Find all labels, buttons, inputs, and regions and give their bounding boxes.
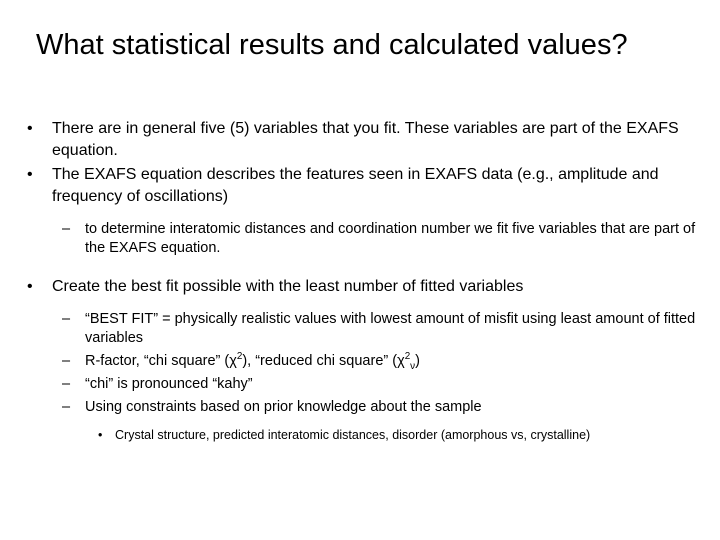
sub-bullet-item bbox=[0, 398, 720, 417]
sub-bullet-text: Using constraints based on prior knowledge about the sample bbox=[85, 399, 482, 415]
bullet-marker: • bbox=[27, 278, 33, 295]
sub-bullet-item bbox=[0, 375, 720, 394]
sub-bullet-item bbox=[0, 352, 720, 371]
sub-bullet-text: “BEST FIT” = physically realistic values with lowest amount of misfit using least amount of fitted variables bbox=[85, 311, 696, 346]
rfactor-part3: ) bbox=[415, 353, 420, 369]
reduced-chi-subscript: ν bbox=[410, 360, 416, 372]
bullet-item bbox=[0, 164, 720, 208]
bullet-text: There are in general five (5) variables that you fit. These variables are part of the EXAFS equation. bbox=[52, 120, 679, 159]
slide-body bbox=[0, 118, 720, 443]
bullet-item bbox=[0, 276, 720, 298]
dash-marker: – bbox=[62, 221, 71, 237]
sub-sub-bullet-text: Crystal structure, predicted interatomic distances, disorder (amorphous vs, crystalline) bbox=[115, 428, 591, 442]
dash-marker: – bbox=[62, 399, 71, 415]
sub-bullet-text: “chi” is pronounced “kahy” bbox=[85, 376, 253, 392]
bullet-text: The EXAFS equation describes the features seen in EXAFS data (e.g., amplitude and frequency of oscillations) bbox=[52, 166, 659, 205]
dash-marker: – bbox=[62, 311, 71, 327]
sub-bullet-text: to determine interatomic distances and coordination number we fit five variables that are part of the EXAFS equation. bbox=[85, 221, 696, 256]
dash-marker: – bbox=[62, 353, 71, 369]
slide-title: What statistical results and calculated values? bbox=[36, 29, 628, 61]
rfactor-part2: ), “reduced chi square” (χ bbox=[242, 353, 405, 369]
rfactor-text bbox=[85, 351, 420, 372]
reduced-chi-exponent: 2 bbox=[404, 351, 411, 363]
bullet-marker: • bbox=[27, 120, 33, 137]
chi-square-exponent: 2 bbox=[236, 351, 243, 363]
bullet-marker: • bbox=[27, 166, 33, 183]
bullet-item bbox=[0, 118, 720, 162]
dash-marker: – bbox=[62, 376, 71, 392]
sub-sub-bullet-item bbox=[0, 427, 720, 443]
sub-bullet-item bbox=[0, 310, 720, 348]
bullet-marker: • bbox=[98, 428, 103, 442]
rfactor-part1: R-factor, “chi square” (χ bbox=[85, 353, 237, 369]
bullet-text: Create the best fit possible with the least number of fitted variables bbox=[52, 278, 524, 295]
sub-bullet-item bbox=[0, 220, 720, 258]
